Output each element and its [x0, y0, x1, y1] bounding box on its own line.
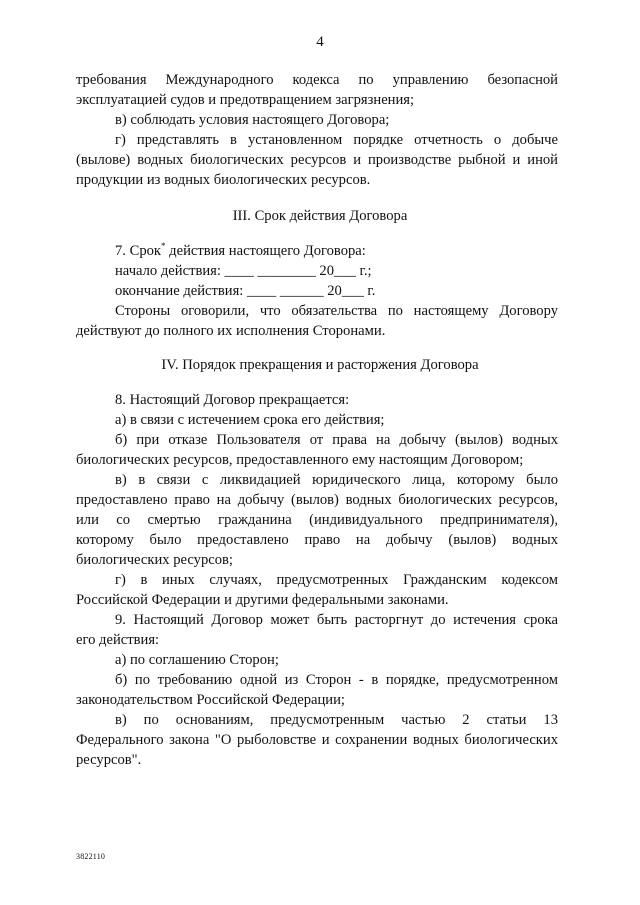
- text-line: а) по соглашению Сторон;: [115, 652, 279, 668]
- text-line: 9. Настоящий Договор может быть расторгнут до истечения срока: [115, 612, 558, 628]
- document-code: 3822110: [76, 852, 106, 861]
- text-line: (вылове) водных биологических ресурсов и производстве рыбной и иной: [76, 152, 558, 168]
- text-line: а) в связи с истечением срока его действия;: [115, 412, 385, 428]
- clause-7-rest: действия настоящего Договора:: [165, 243, 366, 259]
- footnote-mark: *: [161, 241, 166, 251]
- text-line: предоставлено право на добычу (вылов) водных биологических ресурсов,: [76, 492, 558, 508]
- text-line: биологических ресурсов;: [76, 552, 233, 568]
- text-line: биологических ресурсов, предоставленного ему настоящим Договором;: [76, 452, 524, 468]
- text-line: его действия:: [76, 632, 160, 648]
- text-line: Федерального закона "О рыболовстве и сохранении водных биологических: [76, 732, 558, 748]
- text-line: в) соблюдать условия настоящего Договора;: [115, 112, 390, 128]
- text-line: в) в связи с ликвидацией юридического лица, которому было: [115, 472, 558, 488]
- text-line: б) по требованию одной из Сторон - в порядке, предусмотренном: [115, 672, 558, 688]
- section-heading-4: IV. Порядок прекращения и расторжения Договора: [161, 357, 479, 373]
- text-line: требования Международного кодекса по управлению безопасной: [76, 72, 558, 88]
- text-line: или со смертью гражданина (индивидуального предпринимателя),: [76, 512, 558, 528]
- text-line: г) в иных случаях, предусмотренных Гражданским кодексом: [115, 572, 558, 588]
- text-line: законодательством Российской Федерации;: [76, 692, 345, 708]
- clause-7-start: 7. Срок: [115, 243, 162, 259]
- text-line: Российской Федерации и другими федеральными законами.: [76, 592, 449, 608]
- text-line: которому было предоставлено право на добычу (вылов) водных: [76, 532, 558, 548]
- text-line: продукции из водных биологических ресурсов.: [76, 172, 371, 188]
- section-heading-3: III. Срок действия Договора: [232, 208, 408, 224]
- text-line: начало действия: ____ ________ 20___ г.;: [115, 263, 372, 279]
- text-line: окончание действия: ____ ______ 20___ г.: [115, 283, 376, 299]
- text-line: [115, 241, 558, 261]
- text-line: эксплуатацией судов и предотвращением загрязнения;: [76, 92, 415, 108]
- text-line: в) по основаниям, предусмотренным частью 2 статьи 13: [115, 712, 558, 728]
- text-line: 8. Настоящий Договор прекращается:: [115, 392, 350, 408]
- text-line: Стороны оговорили, что обязательства по настоящему Договору: [115, 303, 558, 319]
- page-number: 4: [316, 34, 324, 50]
- text-line: ресурсов".: [76, 752, 142, 768]
- text-line: г) представлять в установленном порядке отчетность о добыче: [115, 132, 558, 148]
- text-line: действуют до полного их исполнения Сторонами.: [76, 323, 386, 339]
- text-line: б) при отказе Пользователя от права на добычу (вылов) водных: [115, 432, 558, 448]
